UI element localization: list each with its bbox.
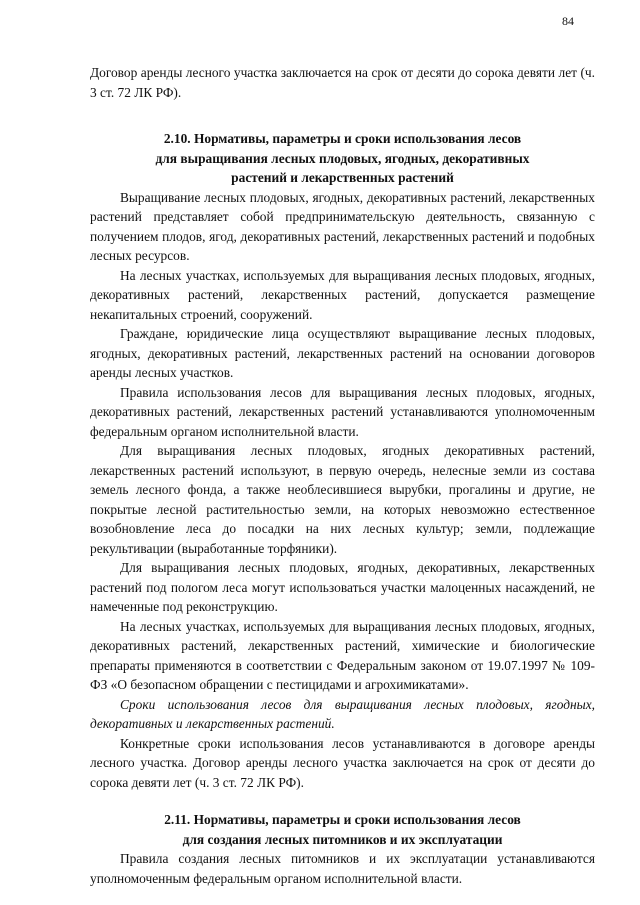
section-211-paragraph: Правила создания лесных питомников и их эксплуатации устанавливаются уполномоченным федеральным органом исполнительной власти. <box>90 851 595 886</box>
section-210-final-paragraph: Конкретные сроки использования лесов устанавливаются в договоре аренды лесного участка. Договор аренды лесного участка заключается на срок от десяти до сорока девяти лет (ч. 3 ст. 72 ЛК РФ). <box>90 735 595 790</box>
section-211-title-line: 2.11. Нормативы, параметры и сроки использования лесов <box>164 812 521 827</box>
section-210-title-line: для выращивания лесных плодовых, ягодных, декоративных <box>155 150 530 166</box>
section-210-paragraph: На лесных участках, используемых для выращивания лесных плодовых, ягодных, декоративных растений, лекарственных растений, допускается размещение некапитальных строений, сооружений. <box>90 267 595 322</box>
section-210-paragraph: Выращивание лесных плодовых, ягодных, декоративных растений, лекарственных растений представляет собой предпринимательскую деятельность, связанную с получением плодов, ягод, декоративных растений, лекарственных растений и подобных лесных ресурсов. <box>90 189 595 263</box>
section-210-title-line: 2.10. Нормативы, параметры и сроки использования лесов <box>163 131 522 146</box>
intro-paragraph: Договор аренды лесного участка заключается на срок от десяти до сорока девяти лет (ч. 3 ст. 72 ЛК РФ). <box>90 65 595 100</box>
section-210-paragraph: На лесных участках, используемых для выращивания лесных плодовых, ягодных, декоративных растений, лекарственных растений, химические и биологические препараты применяются в соответствии с Федеральным законом от 19.07.1997 № 109-ФЗ «О безопасном обращении с пестицидами и агрохимикатами». <box>90 618 595 692</box>
section-211-title <box>90 810 595 849</box>
document-body <box>90 63 595 888</box>
section-210-italic-subheading: Сроки использования лесов для выращивания лесных плодовых, ягодных, декоративных и лекарственных растений. <box>90 696 595 731</box>
section-210-paragraph: Для выращивания лесных плодовых, ягодных декоративных растений, лекарственных растений используют, в первую очередь, нелесные земли из состава земель лесного фонда, а также необлесившиеся вырубки, прогалины и другие, не покрытые лесной растительностью земли, на которых невозможно естественное возобновление леса до посадки на них лесных культур; земли, подлежащие рекультивации (выработанные торфяники). <box>90 443 595 556</box>
section-210-title <box>90 129 595 188</box>
section-211-title-line: для создания лесных питомников и их эксплуатации <box>182 831 503 847</box>
section-210-paragraph: Граждане, юридические лица осуществляют выращивание лесных плодовых, ягодных, декоративных растений, лекарственных растений на основании договоров аренды лесных участков. <box>90 326 595 380</box>
section-210-paragraph: Правила использования лесов для выращивания лесных плодовых, ягодных, декоративных растений, лекарственных растений устанавливаются уполномоченным федеральным органом исполнительной власти. <box>90 384 595 439</box>
section-210-paragraph: Для выращивания лесных плодовых, ягодных, декоративных, лекарственных растений под пологом леса могут использоваться участки малоценных насаждений, не намеченные под реконструкцию. <box>90 560 595 614</box>
section-210-title-line: растений и лекарственных растений <box>231 170 454 185</box>
page-number: 84 <box>562 14 574 28</box>
